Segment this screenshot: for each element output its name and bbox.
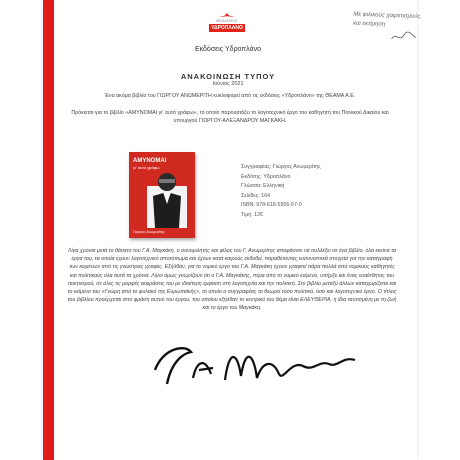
publisher-name: Εκδόσεις Υδροπλάνο bbox=[194, 46, 262, 53]
detail-pages: Σελίδες: 164 bbox=[241, 192, 271, 199]
cover-portrait-illustration bbox=[129, 152, 195, 238]
dedication-line-1: Με φιλικούς χαιρετισμούς bbox=[353, 11, 421, 20]
cover-subtitle: γι' αυτό γράφω bbox=[133, 165, 160, 170]
logo-top-text: ΕΚΔΟΣΕΙΣ bbox=[216, 18, 238, 23]
book-paragraph: Πρόκειται για το βιβλίο «ΑΜΥΝΟΜΑΙ γι' αυτό γράφω», το οποίο παρουσιάζει το λογοτεχνικό έργο του καθηγητή του Ποινικού Δικαίου και υπουργού ΓΙΩΡΓΟΥ-ΑΛΕΞΑΝΔΡΟΥ ΜΑΓΚΑΚΗ. bbox=[71, 110, 389, 124]
detail-language: Γλώσσα: Ελληνική bbox=[241, 183, 285, 189]
handwritten-dedication bbox=[353, 11, 434, 44]
cover-author: Γιώργος Ανωμερίτης bbox=[133, 230, 165, 234]
logo-brand-word: ΥΔΡΟΠΛΑΝΟ bbox=[211, 25, 243, 31]
red-side-bar bbox=[43, 0, 54, 460]
book-details bbox=[241, 163, 321, 220]
detail-author: Συγγραφέας: Γιώργος Ανωμερίτης bbox=[241, 164, 321, 170]
detail-isbn: ISBN: 978-618-5556-57-0 bbox=[241, 202, 302, 208]
press-release-page bbox=[43, 0, 421, 460]
publisher-logo bbox=[205, 12, 249, 42]
cover-title: ΑΜΥΝΟΜΑΙ bbox=[133, 158, 167, 164]
dedication-signature-icon bbox=[390, 30, 416, 43]
signature-icon bbox=[133, 330, 373, 400]
body-paragraph: Λίγα χρόνια μετά το θάνατο του Γ.Α. Μαγκάκη, ο συνομιλητής και φίλος του Γ. Ανωμερίτης αποφάσισε να συλλέξει σε ένα βιβλίο, όλα εκείνα τα έργα του, τα οποία έχουν λογοτεχνικό αποτύπωμα και έχουν κατά καιρούς εκδοθεί, παραθέτοντας ευσυνοπτικά στοιχεία για την καταγραφή των κειμένων από τις γνώστριες γραφές. Εξήλθαν, για το νομικό έργο του Γ.Α. Μαγκάκη έχουν γραφτεί πάρα πολλά από νομικούς καθηγητές και πολιτικούς όλα αυτά τα χρόνια. Λίγοι όμως γνωρίζουν ότι ο Γ.Α. Μαγκάκης, πέρα από το νομικό κείμενο, υπήρξε και ένας ευαίσθητος του ποιητισμού, σε όλες τις μορφές εκφράσεις του με ιδιαίτερη έμφαση στη λογοτεχνία και την πολιτική. Στο βιβλίο μεταξύ άλλων καταχωρίζεται και το κείμενο του «Γνώμη από το φυλακό της Ευρωπαϊκής», το οποίο ο συγγραφέας το θεωρεί τόσο πολιτικό, όσο και λογοτεχνικό έργο. Ο τίτλος του βιβλίου προέρχεται από φράση αυτού του έργου, του οποίου εξήλθαν το κεντρικό του θέμα είναι ΕΛΕΥΘΕΡΙΑ, η ίδια ταυτισμένη με τη ζωή και το έργο του Μαγκάκη. bbox=[67, 248, 397, 312]
intro-paragraph: Ένα ακόμα βιβλίο του ΓΙΩΡΓΟΥ ΑΝΩΜΕΡΙΤΗ κυκλοφορεί από τις εκδόσεις «Υδροπλάνο» της ΘΕΑΜΑ Α.Ε. bbox=[104, 93, 356, 99]
author-signature bbox=[133, 330, 373, 400]
dedication-line-2: και εκτίμηση bbox=[352, 20, 386, 28]
press-release-title: ΑΝΑΚΟΙΝΩΣΗ ΤΥΠΟΥ bbox=[180, 72, 276, 81]
detail-price: Τιμή: 12€ bbox=[241, 211, 263, 218]
book-cover bbox=[129, 152, 195, 238]
press-release-date: Ιούνιος 2021 bbox=[212, 81, 244, 87]
detail-publisher: Εκδότης: Υδροπλάνο bbox=[241, 173, 291, 180]
